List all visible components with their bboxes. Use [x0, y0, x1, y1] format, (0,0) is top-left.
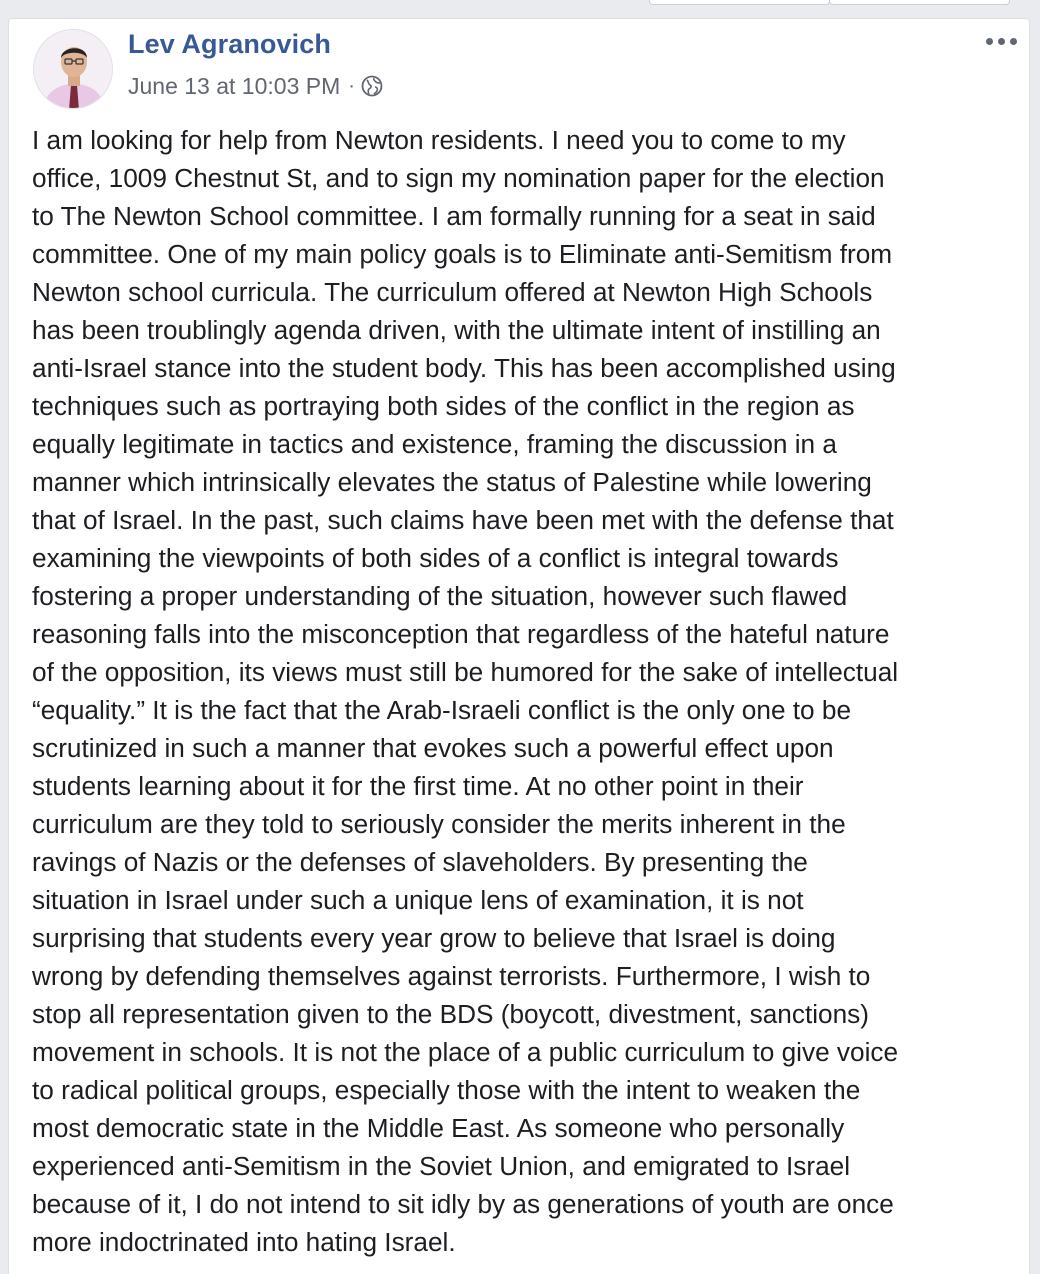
post-header — [9, 19, 1029, 119]
author-avatar[interactable] — [33, 29, 113, 109]
post-meta — [128, 71, 383, 101]
more-dot — [998, 38, 1005, 45]
toolbar-tab-left[interactable] — [649, 0, 830, 5]
meta-separator: · — [348, 74, 355, 97]
top-toolbar-edge — [650, 0, 1010, 6]
more-options-icon[interactable] — [981, 31, 1021, 51]
toolbar-tab-right[interactable] — [829, 0, 1010, 5]
post-body-text: I am looking for help from Newton residents. I need you to come to my office, 1009 Chestnut St, and to sign my nomination paper for the election to The Newton School committee. I am formally running for a seat in said committee. One of my main policy goals is to Eliminate anti-Semitism from Newton school curricula. The curriculum offered at Newton High Schools has been troublingly agenda driven, with the ultimate intent of instilling an anti-Israel stance into the student body. This has been accomplished using techniques such as portraying both sides of the conflict in the region as equally legitimate in tactics and existence, framing the discussion in a manner which intrinsically elevates the status of Palestine while lowering that of Israel. In the past, such claims have been met with the defense that examining the viewpoints of both sides of a conflict is integral towards fostering a proper understanding of the situation, however such flawed reasoning falls into the misconception that regardless of the hateful nature of the opposition, its views must still be humored for the sake of intellectual “equality.” It is the fact that the Arab-Israeli conflict is the only one to be scrutinized in such a manner that evokes such a powerful effect upon students learning about it for the first time. At no other point in their curriculum are they told to seriously consider the merits inherent in the ravings of Nazis or the defenses of slaveholders. By presenting the situation in Israel under such a unique lens of examination, it is not surprising that students every year grow to believe that Israel is doing wrong by defending themselves against terrorists. Furthermore, I wish to stop all representation given to the BDS (boycott, divestment, sanctions) movement in schools. It is not the place of a public curriculum to give voice to radical political groups, especially those with the intent to weaken the most democratic state in the Middle East. As someone who personally experienced anti-Semitism in the Soviet Union, and emigrated to Israel because of it, I do not intend to sit idly by as generations of youth are once more indoctrinated into hating Israel. — [32, 125, 899, 1257]
author-name-link[interactable]: Lev Agranovich — [128, 29, 331, 59]
post-timestamp[interactable]: June 13 at 10:03 PM — [128, 72, 341, 99]
globe-icon[interactable] — [361, 75, 383, 97]
more-dot — [1010, 38, 1017, 45]
more-dot — [986, 38, 993, 45]
post-card — [8, 18, 1030, 1274]
